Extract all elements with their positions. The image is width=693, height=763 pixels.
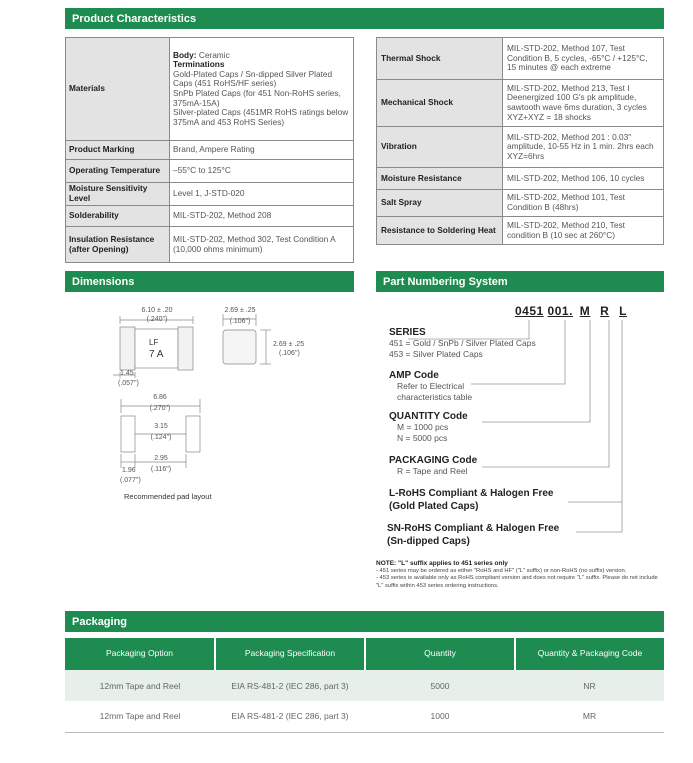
moisture-resistance-value: MIL-STD-202, Method 106, 10 cycles: [503, 168, 664, 190]
pad-left: [121, 416, 135, 452]
packaging-table: [65, 638, 664, 733]
table-cell: 5000: [365, 670, 515, 701]
table-cell: 1000: [365, 701, 515, 732]
vibration-key: Vibration: [377, 127, 503, 168]
table-row: [66, 206, 354, 227]
insulation-value: MIL-STD-202, Method 302, Test Condition A (10,000 ohms minimum): [170, 227, 354, 263]
fuse-cap-left: [120, 327, 135, 370]
length-in: (.240"): [146, 316, 168, 323]
solderability-value: MIL-STD-202, Method 208: [170, 206, 354, 227]
pad-gap-in: (.124"): [150, 434, 172, 441]
quantity-title: QUANTITY Code: [389, 411, 468, 422]
amp-line: Refer to Electrical: [397, 381, 465, 391]
amp-block: [389, 370, 472, 403]
quantity-line: M = 1000 pcs: [397, 422, 449, 432]
l-suffix-block: [389, 487, 553, 513]
marking-value: Brand, Ampere Rating: [170, 141, 354, 160]
note-line: - 453 series is available only as RoHS compliant version and does not require "L" suffix. Please do not include "L" suffix within 453 series ordering instructions.: [376, 575, 658, 589]
dimensions-header: Dimensions: [65, 271, 354, 292]
height-in: (.106"): [279, 350, 300, 357]
table-row: [66, 141, 354, 160]
pad-height-in: (.116"): [150, 466, 172, 473]
amp-title: AMP Code: [389, 370, 439, 381]
fuse-cap-right: [178, 327, 193, 370]
quantity-line: N = 5000 pcs: [397, 433, 448, 443]
marking-key: Product Marking: [66, 141, 170, 160]
table-row: [66, 38, 354, 141]
pad-layout-caption: Recommended pad layout: [124, 492, 212, 501]
table-row: [377, 190, 664, 217]
width-in: (.106"): [229, 318, 251, 325]
solderability-key: Solderability: [66, 206, 170, 227]
pad-total-mm: 6.86: [153, 394, 167, 401]
table-cell: 12mm Tape and Reel: [65, 670, 215, 701]
pad-width-in: (.077"): [120, 477, 141, 484]
l-suffix-title: L-RoHS Compliant & Halogen Free: [389, 488, 554, 499]
code-pkg: R: [600, 304, 610, 318]
table-row: [65, 701, 664, 732]
table-row: [66, 160, 354, 183]
materials-key: Materials: [66, 38, 170, 141]
fuse-marking-lf: LF: [149, 338, 159, 347]
table-row: [66, 227, 354, 263]
table-row: [377, 127, 664, 168]
mechanical-shock-value: MIL-STD-202, Method 213, Test I Deenergized 100 G's pk amplitude, sawtooth wave 6ms duration, 3 cycles XYZ+XYZ = 18 shocks: [503, 80, 664, 127]
pad-total-in: (.270"): [149, 405, 171, 412]
pad-height-mm: 2.95: [154, 455, 168, 462]
operating-temp-value: –55°C to 125°C: [170, 160, 354, 183]
pad-right: [186, 416, 200, 452]
length-mm: 6.10 ± .20: [141, 307, 173, 314]
table-row: [66, 183, 354, 206]
materials-value: Body: Ceramic Terminations Gold-Plated Caps / Sn-dipped Silver Plated Caps (451 RoHS/HF series) SnPb Plated Caps (for 451 Non-RoHS series, 375mA-15A) Silver-plated Caps (451MR RoHS ratings below 375mA and 453 RoHS Series): [170, 38, 354, 141]
product-characteristics-header: Product Characteristics: [65, 8, 664, 29]
table-row: [377, 168, 664, 190]
operating-temp-key: Operating Temperature: [66, 160, 170, 183]
soldering-heat-key: Resistance to Soldering Heat: [377, 217, 503, 245]
table-cell: MR: [515, 701, 664, 732]
mechanical-shock-key: Mechanical Shock: [377, 80, 503, 127]
series-line: 451 = Gold / SnPb / Silver Plated Caps: [389, 338, 536, 348]
msl-key: Moisture Sensitivity Level: [66, 183, 170, 206]
salt-spray-key: Salt Spray: [377, 190, 503, 217]
sn-suffix-subtitle: (Sn-dipped Caps): [387, 536, 470, 547]
l-suffix-subtitle: (Gold Plated Caps): [389, 501, 479, 512]
packaging-code-block: [389, 455, 477, 477]
insulation-key: Insulation Resistance (after Opening): [66, 227, 170, 263]
fuse-end-view: [223, 330, 256, 364]
table-cell: EIA RS-481-2 (IEC 286, part 3): [215, 701, 365, 732]
table-row: [65, 670, 664, 701]
moisture-resistance-key: Moisture Resistance: [377, 168, 503, 190]
table-cell: EIA RS-481-2 (IEC 286, part 3): [215, 670, 365, 701]
vibration-value: MIL-STD-202, Method 201 : 0.03" amplitude, 10-55 Hz in 1 min. 2hrs each XYZ=6hrs: [503, 127, 664, 168]
code-suffix: L: [619, 304, 627, 318]
code-qty: M: [579, 304, 591, 318]
code-amp: 001.: [547, 304, 573, 318]
packaging-code-title: PACKAGING Code: [389, 455, 478, 466]
table-row: [377, 217, 664, 245]
code-series: 0451: [515, 304, 544, 318]
packaging-header: Packaging: [65, 611, 664, 632]
fuse-marking-rating: 7 A: [149, 349, 164, 360]
table-row: [377, 80, 664, 127]
cap-length-in: (.057"): [118, 380, 139, 387]
part-numbering-header: Part Numbering System: [376, 271, 664, 292]
table-cell: NR: [515, 670, 664, 701]
table-header-row: [65, 638, 664, 670]
salt-spray-value: MIL-STD-202, Method 101, Test Condition B (48hrs): [503, 190, 664, 217]
thermal-shock-key: Thermal Shock: [377, 38, 503, 80]
dimensions-drawing: [65, 296, 354, 511]
table-cell: 12mm Tape and Reel: [65, 701, 215, 732]
packaging-code-line: R = Tape and Reel: [397, 466, 468, 476]
series-title: SERIES: [389, 327, 426, 338]
quantity-block: [389, 411, 468, 444]
note-line: - 451 series may be ordered as either "RoHS and HF" ("L" suffix) or non-RoHS (no suffix) version.: [376, 567, 627, 574]
table-row: [377, 38, 664, 80]
width-mm: 2.69 ± .25: [224, 307, 256, 314]
note-title: NOTE: "L" suffix applies to 451 series only: [376, 560, 508, 567]
column-header: Quantity & Packaging Code: [515, 638, 664, 670]
column-header: Packaging Option: [65, 638, 215, 670]
series-block: [389, 327, 536, 360]
msl-value: Level 1, J-STD-020: [170, 183, 354, 206]
environmental-tests-table: [376, 37, 664, 245]
product-characteristics-table: [65, 37, 354, 263]
series-line: 453 = Silver Plated Caps: [389, 349, 483, 359]
suffix-note: [376, 560, 666, 590]
height-mm: 2.69 ± .25: [273, 341, 305, 348]
column-header: Quantity: [365, 638, 515, 670]
sn-suffix-block: [387, 522, 559, 548]
pad-gap-mm: 3.15: [154, 423, 168, 430]
cap-length-mm: 1.45: [120, 370, 134, 377]
thermal-shock-value: MIL-STD-202, Method 107, Test Condition B, 5 cycles, -65°C / +125°C, 15 minutes @ each extreme: [503, 38, 664, 80]
sn-suffix-title: SN-RoHS Compliant & Halogen Free: [387, 523, 560, 534]
amp-line: characteristics table: [397, 392, 473, 402]
pad-width-mm: 1.96: [122, 467, 136, 474]
column-header: Packaging Specification: [215, 638, 365, 670]
soldering-heat-value: MIL-STD-202, Method 210, Test condition B (10 sec at 260°C): [503, 217, 664, 245]
